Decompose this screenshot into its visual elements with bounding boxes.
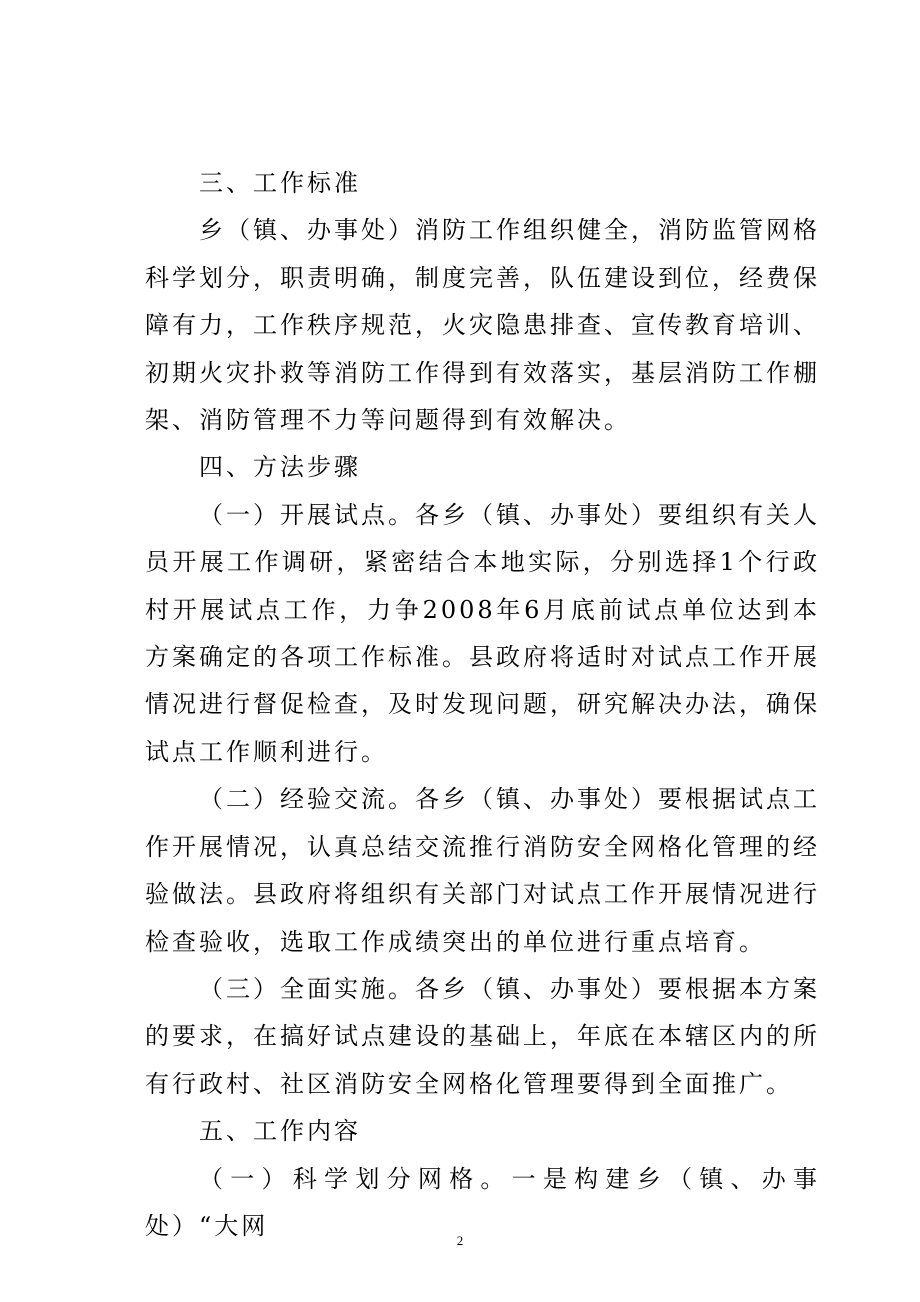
section-heading-work-content: 五、工作内容: [199, 1117, 361, 1146]
paragraph-pilot: （一）开展试点。各乡（镇、办事处）要组织有关人员开展工作调研，紧密结合本地实际，分别选择1个行政村开展试点工作，力争2008年6月底前试点单位达到本方案确定的各项工作标准。县政府将适时对试点工作开展情况进行督促检查，及时发现问题，研究解决办法，确保试点工作顺利进行。: [145, 500, 820, 766]
paragraph-grid-division: （一）科学划分网格。一是构建乡（镇、办事处）“大网: [145, 1164, 820, 1240]
paragraph-full-implementation: （三）全面实施。各乡（镇、办事处）要根据本方案的要求，在搞好试点建设的基础上，年底在本辖区内的所有行政村、社区消防安全网格化管理要得到全面推广。: [145, 974, 820, 1098]
section-heading-methods-steps: 四、方法步骤: [199, 453, 361, 482]
document-body: [145, 160, 820, 1250]
paragraph-work-standards: 乡（镇、办事处）消防工作组织健全，消防监管网格科学划分，职责明确，制度完善，队伍建设到位，经费保障有力，工作秩序规范，火灾隐患排查、宣传教育培训、初期火灾扑救等消防工作得到有效落实，基层消防工作棚架、消防管理不力等问题得到有效解决。: [145, 216, 820, 435]
section-heading-work-standards: 三、工作标准: [199, 169, 361, 197]
page-number: 2: [456, 1233, 464, 1248]
paragraph-experience-exchange: （二）经验交流。各乡（镇、办事处）要根据试点工作开展情况，认真总结交流推行消防安全网格化管理的经验做法。县政府将组织有关部门对试点工作开展情况进行检查验收，选取工作成绩突出的单位进行重点培育。: [145, 785, 820, 956]
